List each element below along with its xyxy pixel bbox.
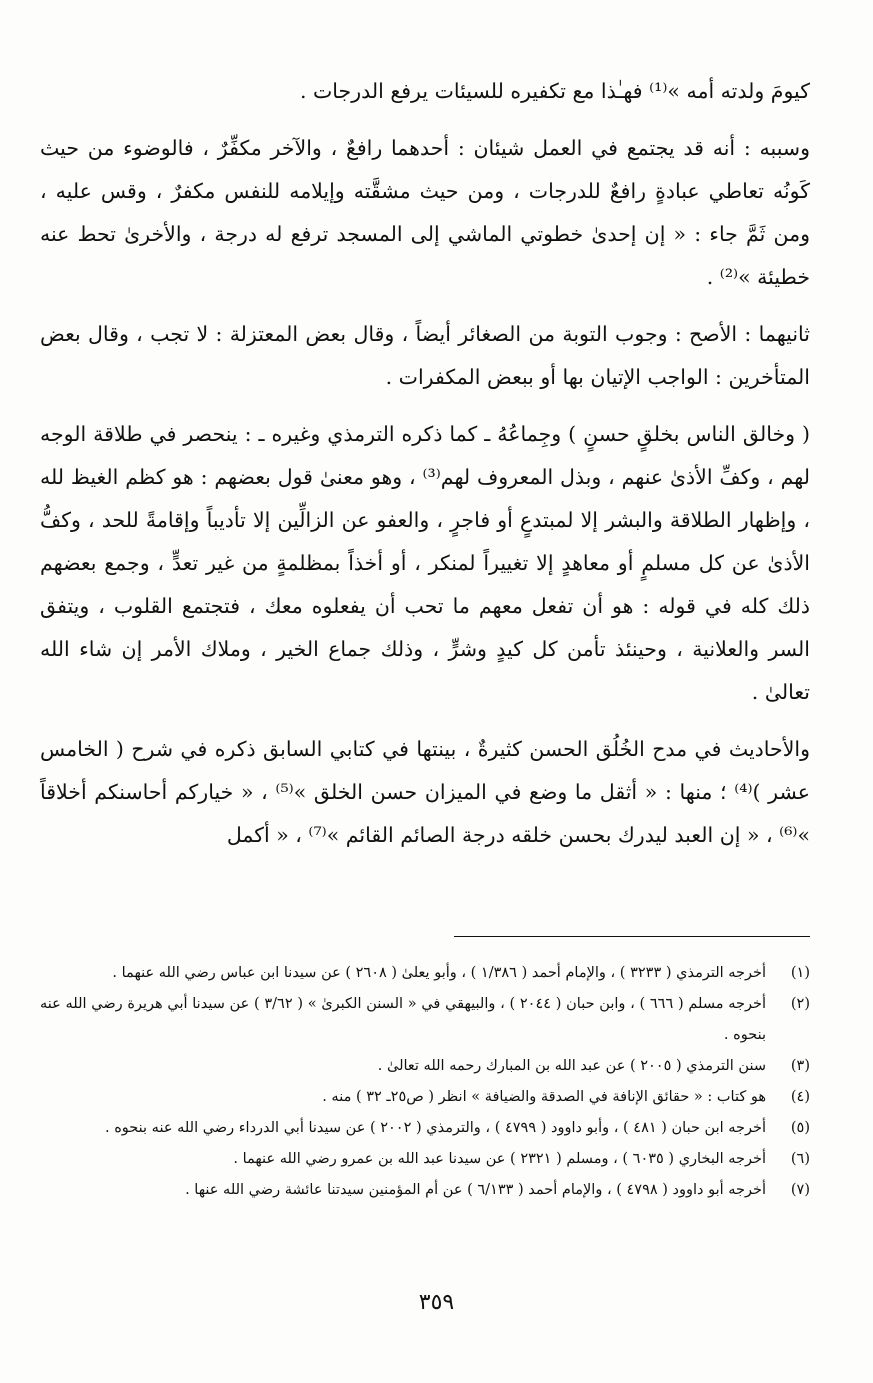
footnote-number: (٧) — [790, 1182, 810, 1198]
paragraph-1: كيومَ ولدته أمه »⁽¹⁾ فهـٰذا مع تكفيره للسيئات يرفع الدرجات . — [299, 79, 810, 103]
footnote-item — [40, 1144, 810, 1175]
footnote-item — [40, 989, 810, 1051]
footnote-number: (٢) — [790, 996, 810, 1012]
footnote-number: (٦) — [790, 1151, 810, 1167]
footnote-text: أخرجه ابن حبان ( ٤٨١ ) ، وأبو داوود ( ٤٧٩٩ ) ، والترمذي ( ٢٠٠٢ ) عن سيدنا أبي الدرداء رضي الله عنه بنحوه . — [104, 1120, 766, 1136]
paragraph-4: ( وخالق الناس بخلقٍ حسنٍ ) وجِماعُهُ ـ كما ذكره الترمذي وغيره ـ : ينحصر في طلاقة الوجه لهم ، وكفِّ الأذىٰ عنهم ، وبذل المعروف لهم⁽³⁾ ، وهو معنىٰ قول بعضهم : هو كظم الغيظ لله ، وإظهار الطلاقة والبشر إلا لمبتدعٍ أو فاجرٍ ، والعفو عن الزالِّين إلا تأديباً وإقامةً للحد ، وكفُّ الأذىٰ عن كل مسلمٍ أو معاهدٍ إلا تغييراً لمنكر ، أو أخذاً بمظلمةٍ من غير تعدٍّ ، وجمع بعضهم ذلك كله في قوله : هو أن تفعل معهم ما تحب أن يفعلوه معك ، فتجتمع القلوب ، ويتفق السر والعلانية ، وحينئذ تأمن كل كيدٍ وشرٍّ ، وذلك جماع الخير ، وملاك الأمر إن شاء الله تعالىٰ . — [40, 422, 810, 704]
paragraph-5: والأحاديث في مدح الخُلُق الحسن كثيرةٌ ، بينتها في كتابي السابق ذكره في شرح ( الخامس عشر )⁽⁴⁾ ؛ منها : « أثقل ما وضع في الميزان حسن الخلق »⁽⁵⁾ ، « خياركم أحاسنكم أخلاقاً »⁽⁶⁾ ، « إن العبد ليدرك بحسن خلقه درجة الصائم القائم »⁽⁷⁾ ، « أكمل — [40, 737, 810, 847]
footnote-item — [40, 1175, 810, 1206]
footnote-item — [40, 1082, 810, 1113]
paragraph-3: ثانيهما : الأصح : وجوب التوبة من الصغائر أيضاً ، وقال بعض المعتزلة : لا تجب ، وقال بعض المتأخرين : الواجب الإتيان بها أو ببعض المكفرات . — [40, 322, 810, 389]
main-text — [40, 70, 810, 871]
footnotes — [40, 958, 810, 1206]
footnote-text: هو كتاب : « حقائق الإنافة في الصدقة والضيافة » انظر ( ص٢٥ـ ٣٢ ) منه . — [322, 1089, 766, 1105]
paragraph-2: وسببه : أنه قد يجتمع في العمل شيئان : أحدهما رافعٌ ، والآخر مكفِّرٌ ، فالوضوء من حيث كَونُه تعاطي عبادةٍ رافعٌ للدرجات ، ومن حيث مشقَّته وإيلامه للنفس مكفرٌ ، وقس عليه ، ومن ثَمَّ جاء : « إن إحدىٰ خطوتي الماشي إلى المسجد ترفع له درجة ، والأخرىٰ تحط عنه خطيئة »⁽²⁾ . — [40, 136, 810, 289]
footnote-text: أخرجه مسلم ( ٦٦٦ ) ، وابن حبان ( ٢٠٤٤ ) ، والبيهقي في « السنن الكبرىٰ » ( ٣/٦٢ ) عن سيدنا أبي هريرة رضي الله عنه بنحوه . — [40, 996, 766, 1043]
footnote-text: سنن الترمذي ( ٢٠٠٥ ) عن عبد الله بن المبارك رحمه الله تعالىٰ . — [377, 1058, 766, 1074]
footnote-item — [40, 958, 810, 989]
footnote-text: أخرجه الترمذي ( ٣٢٣٣ ) ، والإمام أحمد ( ١/٣٨٦ ) ، وأبو يعلىٰ ( ٢٦٠٨ ) عن سيدنا ابن عباس رضي الله عنهما . — [112, 965, 766, 981]
footnote-text: أخرجه البخاري ( ٦٠٣٥ ) ، ومسلم ( ٢٣٢١ ) عن سيدنا عبد الله بن عمرو رضي الله عنهما . — [233, 1151, 766, 1167]
footnote-item — [40, 1113, 810, 1144]
footnote-number: (٤) — [790, 1089, 810, 1105]
footnote-number: (٣) — [790, 1058, 810, 1074]
footnote-item — [40, 1051, 810, 1082]
page-number: ٣٥٩ — [418, 1290, 455, 1315]
footnote-number: (٥) — [790, 1120, 810, 1136]
footnote-number: (١) — [790, 965, 810, 981]
footnote-separator — [454, 936, 810, 937]
footnote-text: أخرجه أبو داوود ( ٤٧٩٨ ) ، والإمام أحمد ( ٦/١٣٣ ) عن أم المؤمنين سيدتنا عائشة رضي الله عنها . — [185, 1182, 766, 1198]
